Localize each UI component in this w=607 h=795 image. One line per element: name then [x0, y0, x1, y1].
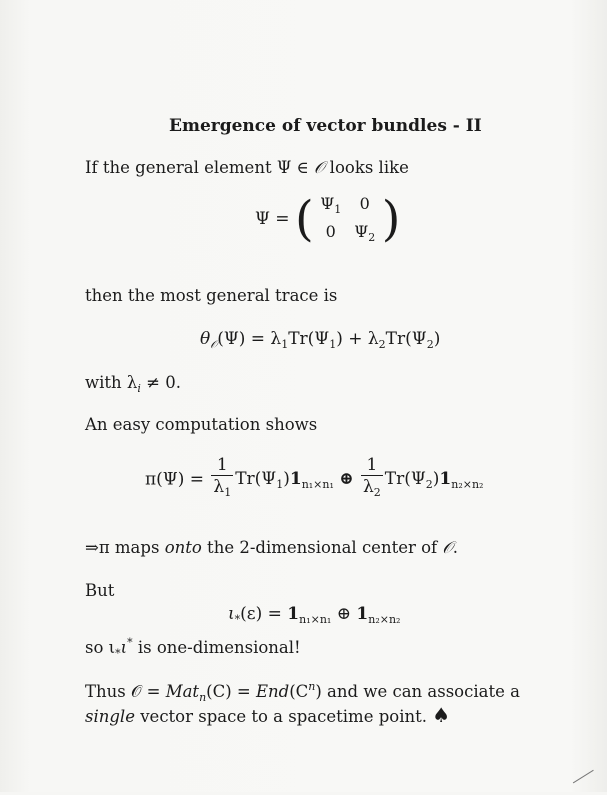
matrix-lhs: Ψ = [255, 209, 290, 229]
corner-scan-mark [573, 770, 601, 795]
intro-text-after: looks like [324, 158, 409, 177]
fraction-2: $\frac{1}{\lambda_2}$ [361, 455, 383, 504]
spade-icon: ♠ [432, 703, 451, 727]
trace-intro-line: then the most general trace is [85, 286, 338, 305]
iota-equation: $\iota_*(\varepsilon) = 1_{n_1\times n_1}$ ⊕ $1_{n_2\times n_2}$ [228, 604, 401, 626]
matrix-cell-22: $\Psi_2$ [354, 222, 376, 244]
intro-text-before: If the general element [85, 158, 277, 177]
matrix-cell-12: 0 [359, 194, 370, 213]
fraction-1: $\frac{1}{\lambda_1}$ [211, 455, 233, 504]
intro-psi: Ψ [276, 158, 292, 177]
lambda-condition-line: with $\lambda_i \ne 0$. [85, 373, 181, 395]
matrix-right-paren: ) [381, 191, 401, 247]
intro-in: ∈ [291, 158, 315, 177]
trace-equation: $\theta_𝒪(\Psi) = \lambda_1Tr(\Psi_1) + \lambda_2Tr(\Psi_2)$ [200, 329, 441, 351]
matrix-body [314, 194, 382, 244]
but-line: But [85, 581, 115, 600]
matrix-left-paren: ( [294, 191, 314, 247]
intro-O: 𝒪 [314, 158, 325, 177]
page-title: Emergence of vector bundles - II [169, 116, 482, 136]
computation-line: An easy computation shows [85, 415, 318, 434]
matrix-equation [255, 191, 401, 247]
matrix-cell-11: $\Psi_1$ [320, 194, 342, 216]
onto-line: ⇒π maps onto the 2-dimensional center of 𝒪. [85, 538, 459, 557]
pi-equation: π(Ψ) = $\frac{1}{\lambda_1}$ $Tr(\Psi_1)1_{n_1\times n_1}$ ⊕ $\frac{1}{\lambda_2}$ $Tr(\Psi_2)1_{n_2\times n_2}$ [145, 455, 483, 504]
matrix-cell-21: 0 [325, 222, 336, 241]
one-dimensional-line: so $\iota_*\iota^*$ is one-dimensional! [85, 636, 301, 660]
intro-line [85, 158, 409, 178]
conclusion-line-1: Thus 𝒪 = $Mat_n(C) = End(C^n)$ and we can associate a [85, 680, 520, 704]
conclusion-line-2: single vector space to a spacetime point. ♠ [85, 703, 451, 727]
